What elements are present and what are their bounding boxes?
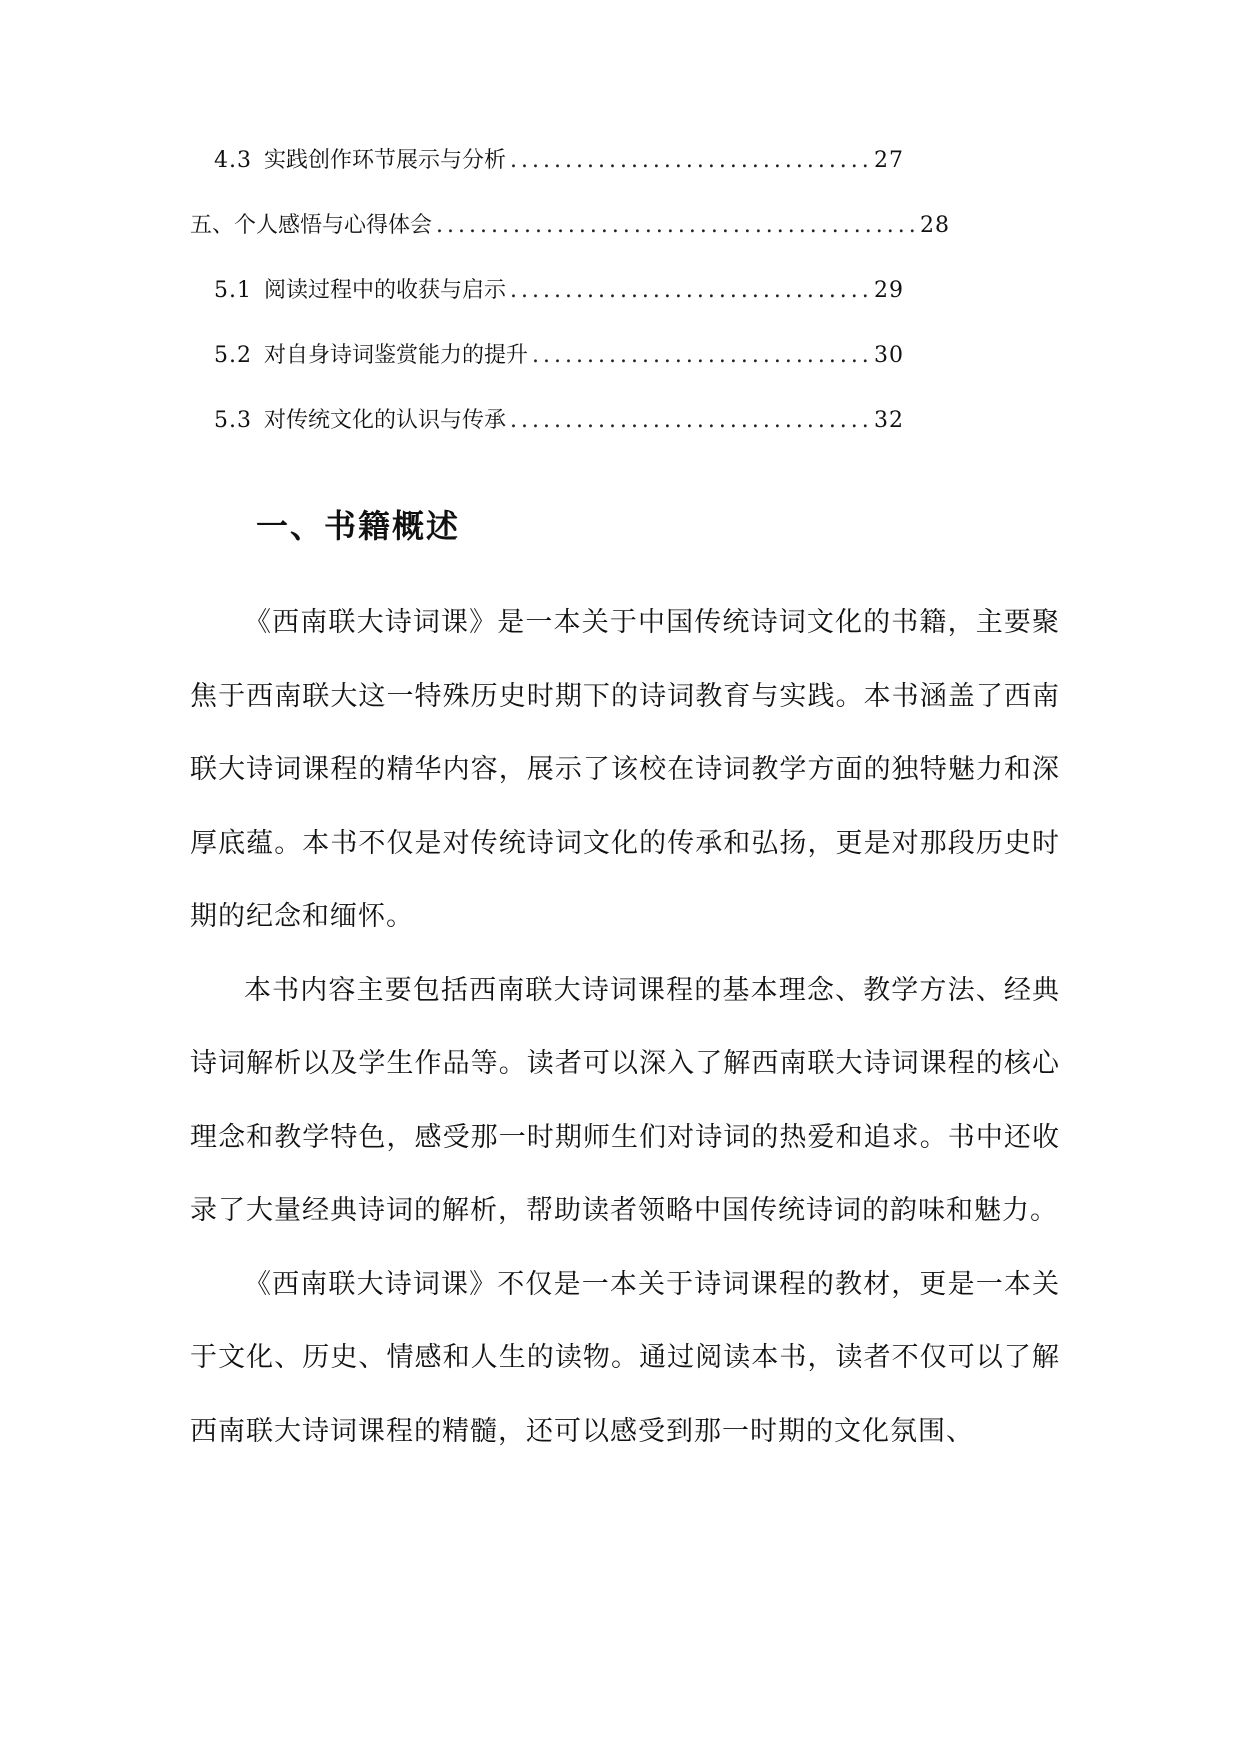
toc-entry-page: 28 xyxy=(920,213,950,238)
toc-entry-title: 实践创作环节展示与分析 xyxy=(264,148,507,173)
toc-entry-page: 29 xyxy=(874,278,904,303)
toc-entry-page: 30 xyxy=(874,343,904,368)
toc-entry[interactable] xyxy=(190,146,950,211)
section-heading: 一、书籍概述 xyxy=(256,507,461,545)
toc-dot-leader xyxy=(510,406,870,436)
toc-entry-page: 32 xyxy=(874,408,904,433)
paragraph: 《西南联大诗词课》是一本关于中国传统诗词文化的书籍，主要聚焦于西南联大这一特殊历史时期下的诗词教育与实践。本书涵盖了西南联大诗词课程的精华内容，展示了该校在诗词教学方面的独特魅力和深厚底蕴。本书不仅是对传统诗词文化的传承和弘扬，更是对那段历史时期的纪念和缅怀。 xyxy=(190,607,1060,932)
toc-entry[interactable] xyxy=(190,211,950,276)
toc-dot-leader xyxy=(510,146,870,176)
toc-entry[interactable] xyxy=(190,341,950,406)
toc-entry-number: 4.3 xyxy=(214,148,252,173)
toc-entry-title: 五、个人感悟与心得体会 xyxy=(190,213,433,238)
toc-dot-leader xyxy=(532,341,870,371)
table-of-contents xyxy=(190,146,950,471)
toc-entry-number: 5.1 xyxy=(214,278,252,303)
paragraph: 本书内容主要包括西南联大诗词课程的基本理念、教学方法、经典诗词解析以及学生作品等。读者可以深入了解西南联大诗词课程的核心理念和教学特色，感受那一时期师生们对诗词的热爱和追求。书中还收录了大量经典诗词的解析，帮助读者领略中国传统诗词的韵味和魅力。 xyxy=(190,974,1060,1226)
toc-entry[interactable] xyxy=(190,276,950,341)
toc-entry-number: 5.2 xyxy=(214,343,252,368)
toc-entry[interactable] xyxy=(190,406,950,471)
toc-entry-title: 阅读过程中的收获与启示 xyxy=(264,278,507,303)
toc-entry-title: 对传统文化的认识与传承 xyxy=(264,408,507,433)
toc-dot-leader xyxy=(510,276,870,306)
toc-entry-page: 27 xyxy=(874,148,904,173)
paragraph: 《西南联大诗词课》不仅是一本关于诗词课程的教材，更是一本关于文化、历史、情感和人生的读物。通过阅读本书，读者不仅可以了解西南联大诗词课程的精髓，还可以感受到那一时期的文化氛围、 xyxy=(190,1268,1060,1447)
toc-entry-title: 对自身诗词鉴赏能力的提升 xyxy=(264,343,529,368)
toc-dot-leader xyxy=(436,211,916,241)
body-text xyxy=(190,586,1060,1468)
toc-entry-number: 5.3 xyxy=(214,408,252,433)
